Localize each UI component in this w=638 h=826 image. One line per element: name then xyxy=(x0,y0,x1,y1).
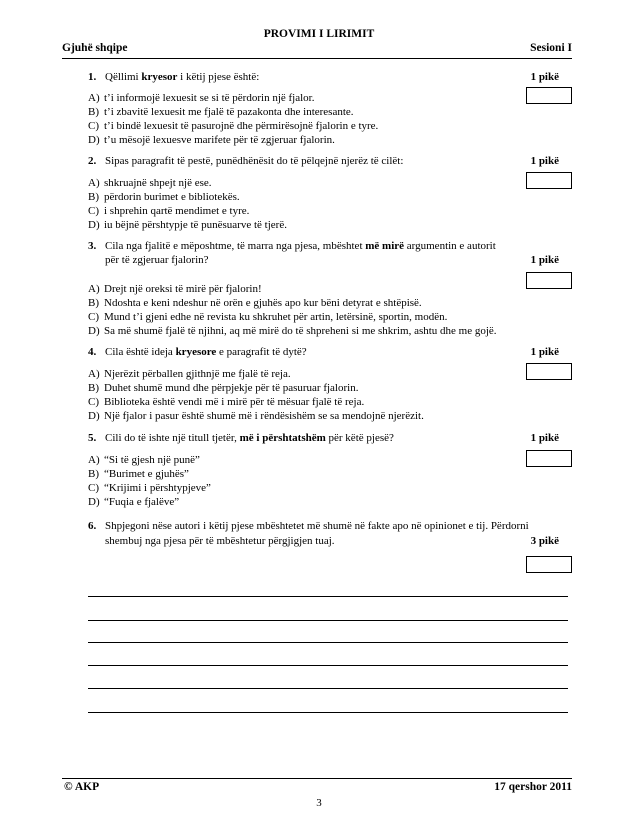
question-text-line2: për të zgjeruar fjalorin? xyxy=(105,254,209,266)
score-box[interactable] xyxy=(526,556,572,573)
subject-label: Gjuhë shqipe xyxy=(62,42,128,54)
answer-line[interactable] xyxy=(88,688,568,689)
question-number: 2. xyxy=(88,155,97,167)
option-a[interactable]: A) Drejt një oreksi të mirë për fjalorin! xyxy=(88,283,262,295)
option-c[interactable]: C) Mund t’i gjeni edhe në revista ku shkruhet për artin, letërsinë, sportin, modën. xyxy=(88,311,448,323)
question-number: 1. xyxy=(88,71,97,83)
option-b[interactable]: B) përdorin burimet e bibliotekës. xyxy=(88,191,240,203)
points-label: 1 pikë xyxy=(530,71,559,83)
question-text: Cila nga fjalitë e mëposhtme, të marra nga pjesa, mbështet më mirë argumentin e autorit xyxy=(105,240,496,252)
question-text: Sipas paragrafit të pestë, punëdhënësit do të pëlqejnë njerëz të cilët: xyxy=(105,155,404,167)
answer-line[interactable] xyxy=(88,596,568,597)
answer-line[interactable] xyxy=(88,642,568,643)
option-b[interactable]: B) “Burimet e gjuhës” xyxy=(88,468,189,480)
question-text: Cili do të ishte një titull tjetër, më i përshtatshëm për këtë pjesë? xyxy=(105,432,394,444)
option-c[interactable]: C) i shprehin qartë mendimet e tyre. xyxy=(88,205,250,217)
answer-line[interactable] xyxy=(88,665,568,666)
option-a[interactable]: A) Njerëzit përballen gjithnjë me fjalë të reja. xyxy=(88,368,291,380)
option-c[interactable]: C) Biblioteka është vendi më i mirë për të mësuar fjalë të reja. xyxy=(88,396,365,408)
option-d[interactable]: D) iu bëjnë përshtypje të punësuarve të tjerë. xyxy=(88,219,287,231)
page-number: 3 xyxy=(316,797,322,809)
question-number: 4. xyxy=(88,346,97,358)
option-b[interactable]: B) t’i zbavitë lexuesit me fjalë të pazakonta dhe interesante. xyxy=(88,106,354,118)
points-label: 3 pikë xyxy=(530,535,559,547)
option-c[interactable]: C) “Krijimi i përshtypjeve” xyxy=(88,482,211,494)
question-number: 3. xyxy=(88,240,97,252)
exam-date: 17 qershor 2011 xyxy=(494,781,572,793)
session-label: Sesioni I xyxy=(530,42,572,54)
option-d[interactable]: D) t’u mësojë lexuesve marifete për të zgjeruar fjalorin. xyxy=(88,134,335,146)
option-d[interactable]: D) Një fjalor i pasur është shumë më i rëndësishëm se sa mendojnë njerëzit. xyxy=(88,410,424,422)
option-d[interactable]: D) “Fuqia e fjalëve” xyxy=(88,496,180,508)
question-text: Qëllimi kryesor i këtij pjese është: xyxy=(105,71,260,83)
points-label: 1 pikë xyxy=(530,254,559,266)
option-a[interactable]: A) t’i informojë lexuesit se si të përdorin një fjalor. xyxy=(88,92,315,104)
answer-line[interactable] xyxy=(88,620,568,621)
score-box[interactable] xyxy=(526,172,572,189)
header-divider xyxy=(62,58,572,59)
answer-line[interactable] xyxy=(88,712,568,713)
points-label: 1 pikë xyxy=(530,346,559,358)
option-c[interactable]: C) t’i bindë lexuesit të pasurojnë dhe përmirësojnë fjalorin e tyre. xyxy=(88,120,379,132)
score-box[interactable] xyxy=(526,87,572,104)
question-text: Shpjegoni nëse autori i këtij pjese mbështetet më shumë në fakte apo në opinionet e tij. Përdorni xyxy=(105,520,529,532)
score-box[interactable] xyxy=(526,272,572,289)
footer-divider xyxy=(62,778,572,779)
option-a[interactable]: A) shkruajnë shpejt një ese. xyxy=(88,177,212,189)
option-d[interactable]: D) Sa më shumë fjalë të njihni, aq më mirë do të shpreheni si me shkrim, ashtu dhe me gojë. xyxy=(88,325,497,337)
score-box[interactable] xyxy=(526,363,572,380)
option-a[interactable]: A) “Si të gjesh një punë” xyxy=(88,454,200,466)
copyright-label: © AKP xyxy=(64,781,100,793)
question-text: Cila është ideja kryesore e paragrafit të dytë? xyxy=(105,346,307,358)
points-label: 1 pikë xyxy=(530,432,559,444)
question-number: 5. xyxy=(88,432,97,444)
question-number: 6. xyxy=(88,520,97,532)
option-b[interactable]: B) Duhet shumë mund dhe përpjekje për të pasuruar fjalorin. xyxy=(88,382,359,394)
score-box[interactable] xyxy=(526,450,572,467)
exam-title: PROVIMI I LIRIMIT xyxy=(263,28,375,40)
question-text-line2: shembuj nga pjesa për të mbështetur përgjigjen tuaj. xyxy=(105,535,335,547)
option-b[interactable]: B) Ndoshta e keni ndeshur në orën e gjuhës apo kur bëni detyrat e shtëpisë. xyxy=(88,297,422,309)
points-label: 1 pikë xyxy=(530,155,559,167)
